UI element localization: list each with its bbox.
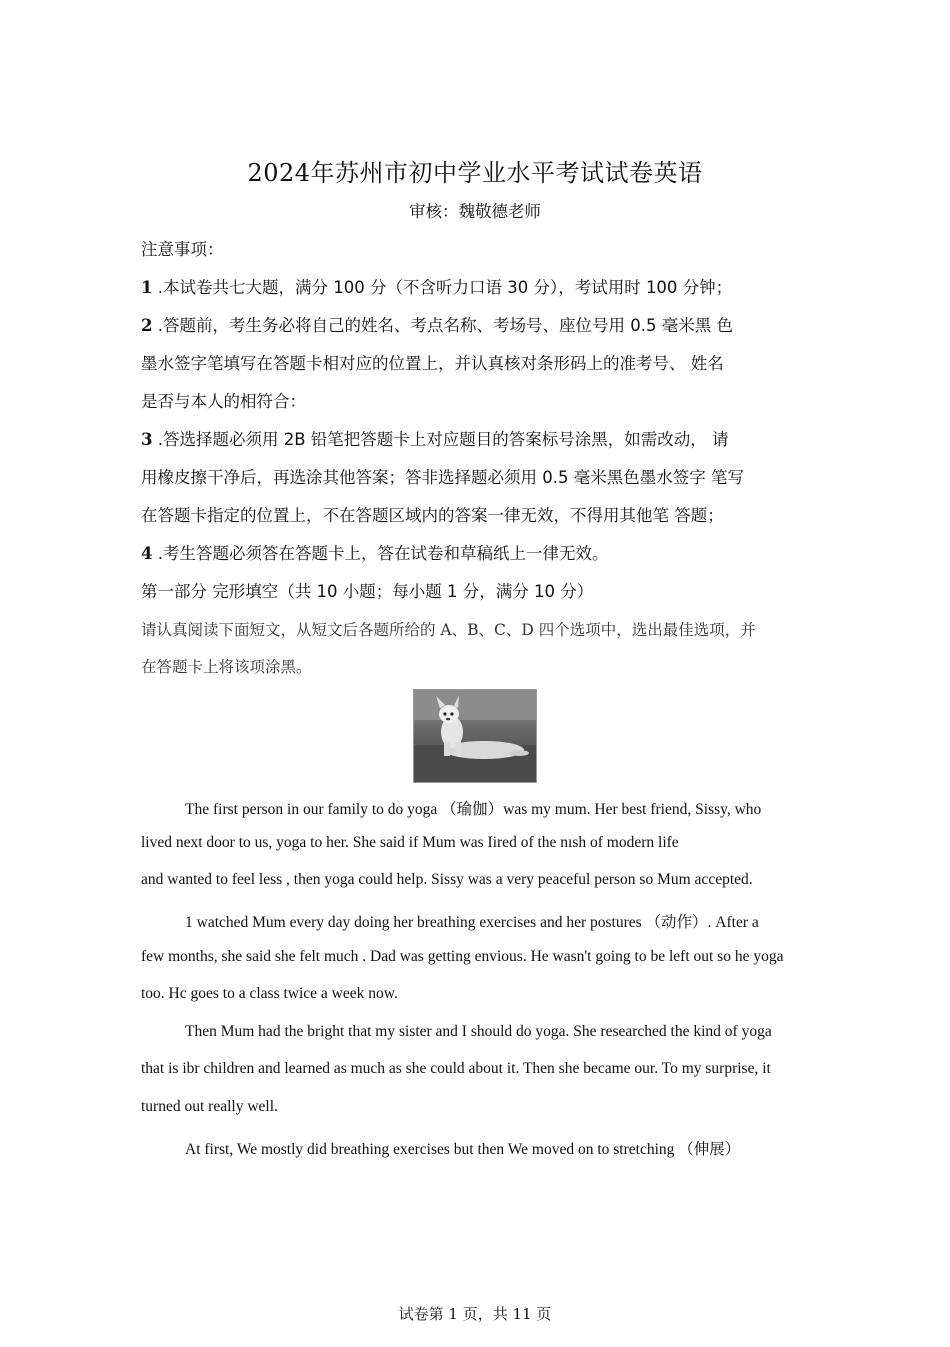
notice-item-2 xyxy=(141,312,733,336)
reviewer-line: 审核：魏敬德老师 xyxy=(409,202,541,221)
passage-p3-line-3: turned out really well. xyxy=(141,1098,278,1115)
notice-item-1 xyxy=(141,274,732,298)
notice-item-2-line-3: 是否与本人的相符合： xyxy=(141,392,306,411)
notice-item-2-line-1: .答题前，考生务必将自己的姓名、考点名称、考场号、座位号用 0.5 毫米黑 色 xyxy=(152,316,733,335)
section-instruction-line-1: 请认真阅读下面短文，从短文后各题所给的 A、B、C、D 四个选项中，选出最佳选项，并 xyxy=(141,621,756,639)
notice-item-1-text: .本试卷共七大题，满分 100 分（不含听力口语 30 分），考试用时 100 分钟； xyxy=(152,278,733,297)
notice-item-1-number: 1 xyxy=(141,278,153,297)
notice-item-3-number: 3 xyxy=(141,430,153,449)
passage-p1-line-2: lived next door to us, yoga to her. She said if Mum was Iired of the nısh of modern life xyxy=(141,834,679,851)
page-footer: 试卷第 1 页，共 11 页 xyxy=(398,1305,552,1323)
passage-p1-line-1: The first person in our family to do yoga （瑜伽）was my mum. Her best friend, Sissy, who xyxy=(185,801,762,818)
notice-item-3-line-3: 在答题卡指定的位置上，不在答题区域内的答案一律无效，不得用其他笔 答题； xyxy=(141,506,724,525)
notice-item-4 xyxy=(141,540,608,564)
section-heading: 第一部分 完形填空（共 10 小题；每小题 1 分，满分 10 分） xyxy=(141,582,594,601)
passage-p2-line-3: too. Hc goes to a class twice a week now. xyxy=(141,985,398,1002)
notice-item-2-number: 2 xyxy=(141,316,153,335)
yoga-dog-photo xyxy=(413,689,537,783)
notice-item-2-line-2: 墨水签字笔填写在答题卡相对应的位置上，并认真核对条形码上的准考号、 姓名 xyxy=(141,354,724,373)
page-title: 2024年苏州市初中学业水平考试试卷英语 xyxy=(247,159,703,187)
notice-heading: 注意事项： xyxy=(141,240,224,259)
passage-p2-line-2: few months, she said she felt much . Dad was getting envious. He wasn't going to be left out so he yoga xyxy=(141,948,784,965)
passage-p3-line-2: that is ibr children and learned as much as she could about it. Then she became our. To my surprise, it xyxy=(141,1060,771,1077)
section-instruction-line-2: 在答题卡上将该项涂黑。 xyxy=(141,658,312,676)
passage-p4-line-1: At first, We mostly did breathing exercises but then We moved on to stretching （伸展） xyxy=(185,1141,741,1158)
passage-p1-line-3: and wanted to feel less , then yoga could help. Sissy was a very peaceful person so Mum accepted. xyxy=(141,871,753,888)
passage-p3-line-1: Then Mum had the bright that my sister and I should do yoga. She researched the kind of yoga xyxy=(185,1023,772,1040)
notice-item-3 xyxy=(141,426,729,450)
notice-item-3-line-1: .答选择题必须用 2B 铅笔把答题卡上对应题目的答案标号涂黑，如需改动， 请 xyxy=(152,430,729,449)
yoga-dog-icon xyxy=(414,690,536,782)
notice-item-3-line-2: 用橡皮擦干净后，再选涂其他答案；答非选择题必须用 0.5 毫米黑色墨水签字 笔写 xyxy=(141,468,744,487)
passage-p2-line-1: 1 watched Mum every day doing her breathing exercises and her postures （动作）. After a xyxy=(185,914,759,931)
notice-item-4-number: 4 xyxy=(141,544,153,563)
notice-item-4-text: .考生答题必须答在答题卡上，答在试卷和草稿纸上一律无效。 xyxy=(152,544,609,563)
